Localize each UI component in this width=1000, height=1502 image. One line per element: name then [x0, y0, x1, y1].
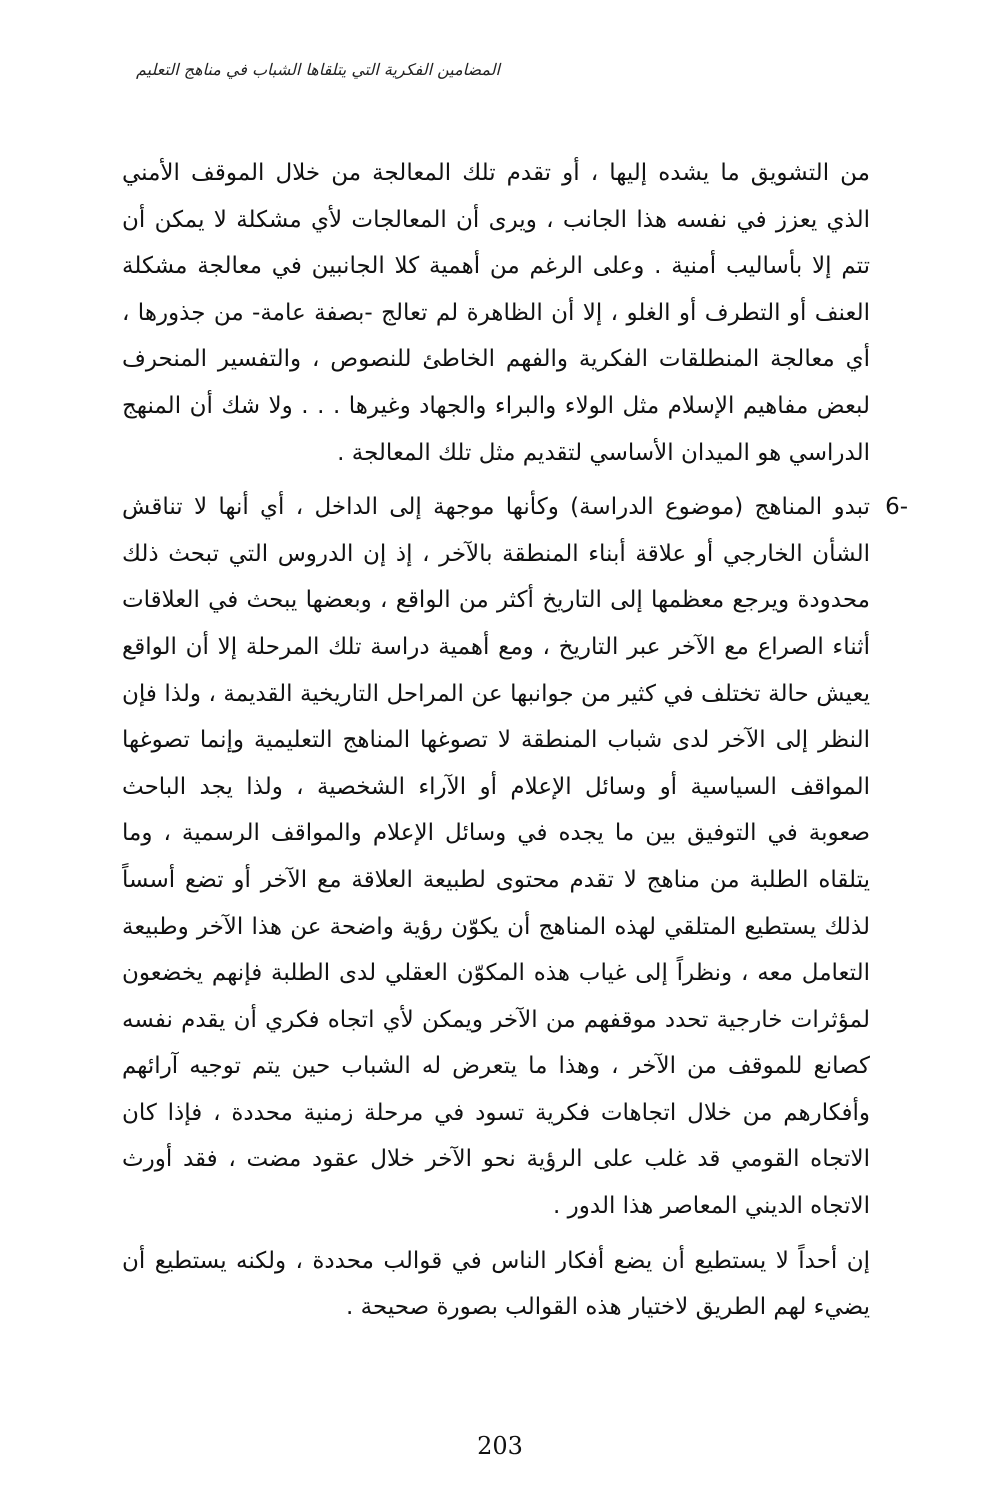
list-item-6	[122, 484, 908, 1230]
running-header: المضامين الفكرية التي يتلقاها الشباب في مناهج التعليم	[136, 60, 500, 79]
paragraph-2: تبدو المناهج (موضوع الدراسة) وكأنها موجهة إلى الداخل ، أي أنها لا تناقش الشأن الخارجي أو علاقة أبناء المنطقة بالآخر ، إذ إن الدروس التي تبحث ذلك محدودة ويرجع معظمها إلى التاريخ أكثر من الواقع ، وبعضها يبحث في العلاقات أثناء الصراع مع الآخر عبر التاريخ ، ومع أهمية دراسة تلك المرحلة إلا أن الواقع يعيش حالة تختلف في كثير من جوانبها عن المراحل التاريخية القديمة ، ولذا فإن النظر إلى الآخر لدى شباب المنطقة لا تصوغها المناهج التعليمية وإنما تصوغها المواقف السياسية أو وسائل الإعلام أو الآراء الشخصية ، ولذا يجد الباحث صعوبة في التوفيق بين ما يجده في وسائل الإعلام والمواقف الرسمية ، وما يتلقاه الطلبة من مناهج لا تقدم محتوى لطبيعة العلاقة مع الآخر أو تضع أسساً لذلك يستطيع المتلقي لهذه المناهج أن يكوّن رؤية واضحة عن هذا الآخر وطبيعة التعامل معه ، ونظراً إلى غياب هذه المكوّن العقلي لدى الطلبة فإنهم يخضعون لمؤثرات خارجية تحدد موقفهم من الآخر ويمكن لأي اتجاه فكري أن يقدم نفسه كصانع للموقف من الآخر ، وهذا ما يتعرض له الشباب حين يتم توجيه آرائهم وأفكارهم من خلال اتجاهات فكرية تسود في مرحلة زمنية محددة ، فإذا كان الاتجاه القومي قد غلب على الرؤية نحو الآخر خلال عقود مضت ، فقد أورث الاتجاه الديني المعاصر هذا الدور .	[122, 494, 870, 1220]
body-text	[122, 150, 908, 1331]
paragraph-3: إن أحداً لا يستطيع أن يضع أفكار الناس في قوالب محددة ، ولكنه يستطيع أن يضيء لهم الطريق لاختيار هذه القوالب بصورة صحيحة .	[122, 1247, 870, 1321]
paragraph-1: من التشويق ما يشده إليها ، أو تقدم تلك المعالجة من خلال الموقف الأمني الذي يعزز في نفسه هذا الجانب ، ويرى أن المعالجات لأي مشكلة لا يمكن أن تتم إلا بأساليب أمنية . وعلى الرغم من أهمية كلا الجانبين في معالجة مشكلة العنف أو التطرف أو الغلو ، إلا أن الظاهرة لم تعالج -بصفة عامة- من جذورها ، أي معالجة المنطلقات الفكرية والفهم الخاطئ للنصوص ، والتفسير المنحرف لبعض مفاهيم الإسلام مثل الولاء والبراء والجهاد وغيرها . . . ولا شك أن المنهج الدراسي هو الميدان الأساسي لتقديم مثل تلك المعالجة .	[122, 160, 870, 466]
list-item-number: 6-	[885, 494, 908, 521]
page-number: 203	[477, 1432, 523, 1460]
